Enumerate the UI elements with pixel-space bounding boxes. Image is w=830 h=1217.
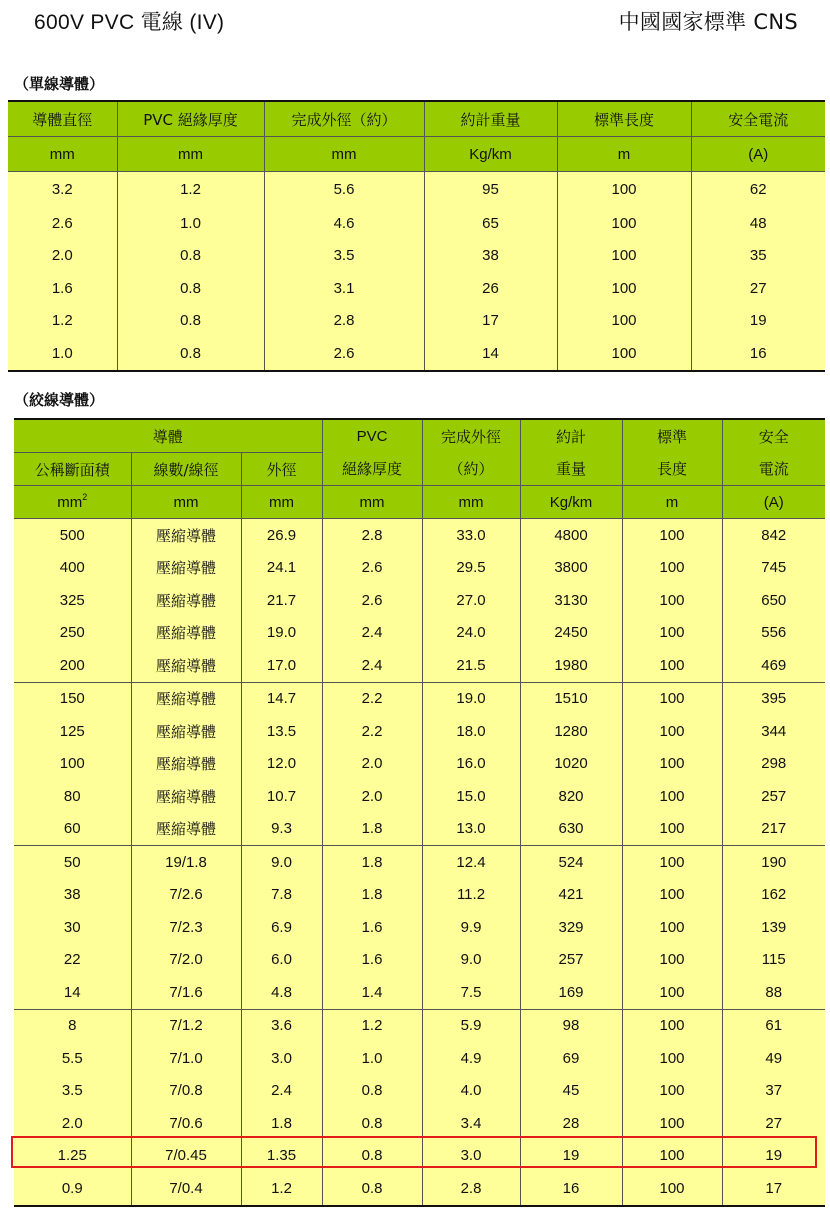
table-cell: 17: [722, 1172, 825, 1206]
table-cell: 100: [622, 682, 722, 715]
table-cell: 3.0: [422, 1140, 520, 1173]
table-row: [14, 649, 825, 682]
table-cell: 630: [520, 813, 622, 846]
table-cell: 45: [520, 1075, 622, 1108]
table-cell: 329: [520, 911, 622, 944]
table-cell: 22: [14, 944, 131, 977]
unit-cell: mm: [8, 137, 117, 172]
header-cell: 安全電流: [691, 101, 825, 137]
table-cell: 壓縮導體: [131, 780, 241, 813]
unit-cell: mm: [131, 486, 241, 519]
table-cell: 100: [557, 272, 691, 305]
table-cell: 0.8: [322, 1140, 422, 1173]
table-row: [14, 911, 825, 944]
table-cell: 3.2: [8, 172, 117, 208]
table-cell: 100: [557, 207, 691, 240]
table-cell: 100: [622, 584, 722, 617]
stranded-conductor-label: （絞線導體）: [14, 392, 105, 409]
table-cell: 2.4: [322, 649, 422, 682]
header-cell: 完成外徑（約）: [264, 101, 424, 137]
table-cell: 壓縮導體: [131, 617, 241, 650]
table-cell: 9.0: [422, 944, 520, 977]
table-cell: 37: [722, 1075, 825, 1108]
table-cell: 0.8: [117, 272, 264, 305]
table-cell: 2.0: [8, 240, 117, 273]
table-cell: 1.2: [117, 172, 264, 208]
table-cell: 壓縮導體: [131, 584, 241, 617]
table-cell: 8: [14, 1009, 131, 1042]
table-cell: 88: [722, 976, 825, 1009]
solid-conductor-label: （單線導體）: [14, 76, 105, 93]
table-row: [14, 584, 825, 617]
table-cell: 115: [722, 944, 825, 977]
table-cell: 4.0: [422, 1075, 520, 1108]
table-cell: 7/0.8: [131, 1075, 241, 1108]
table-cell: 10.7: [241, 780, 322, 813]
table-cell: 1.6: [322, 944, 422, 977]
table-cell: 325: [14, 584, 131, 617]
header-cell: 線數/線徑: [131, 453, 241, 486]
header-cell: 約計重量: [424, 101, 557, 137]
table-cell: 556: [722, 617, 825, 650]
table-cell: 150: [14, 682, 131, 715]
table-cell: 4.6: [264, 207, 424, 240]
table-cell: 0.8: [322, 1075, 422, 1108]
table-cell: 421: [520, 879, 622, 912]
table-cell: 2.8: [422, 1172, 520, 1206]
table-cell: 29.5: [422, 552, 520, 585]
header-cell: 標準長度: [557, 101, 691, 137]
table-cell: 524: [520, 846, 622, 879]
table-cell: 2.0: [14, 1107, 131, 1140]
table-row: [14, 944, 825, 977]
table-cell: 12.4: [422, 846, 520, 879]
table-cell: 2450: [520, 617, 622, 650]
table-cell: 100: [622, 911, 722, 944]
stranded-conductor-table: [14, 418, 825, 1207]
table-cell: 26: [424, 272, 557, 305]
header-cell: 重量: [520, 453, 622, 486]
table-cell: 98: [520, 1009, 622, 1042]
table-row: [14, 682, 825, 715]
table-cell: 1.25: [14, 1140, 131, 1173]
table-cell: 1.0: [8, 337, 117, 371]
table-cell: 19.0: [422, 682, 520, 715]
table-cell: 27: [722, 1107, 825, 1140]
table-row: [14, 1107, 825, 1140]
table-cell: 400: [14, 552, 131, 585]
unit-cell: mm: [241, 486, 322, 519]
table-cell: 19/1.8: [131, 846, 241, 879]
table-cell: 1.2: [322, 1009, 422, 1042]
table-row: [14, 715, 825, 748]
table-cell: 2.6: [322, 552, 422, 585]
table-cell: 298: [722, 748, 825, 781]
table-cell: 9.0: [241, 846, 322, 879]
table-cell: 100: [622, 748, 722, 781]
table-row: [14, 976, 825, 1009]
table-cell: 2.0: [322, 748, 422, 781]
table-cell: 0.9: [14, 1172, 131, 1206]
table-cell: 17.0: [241, 649, 322, 682]
table-cell: 100: [622, 519, 722, 552]
table-cell: 14: [14, 976, 131, 1009]
table-cell: 100: [622, 617, 722, 650]
table-cell: 2.8: [322, 519, 422, 552]
table-cell: 169: [520, 976, 622, 1009]
header-cell: 安全: [722, 419, 825, 453]
table-row: [8, 172, 825, 208]
table-cell: 1020: [520, 748, 622, 781]
table-cell: 38: [424, 240, 557, 273]
table-cell: 842: [722, 519, 825, 552]
table-cell: 469: [722, 649, 825, 682]
unit-cell: Kg/km: [520, 486, 622, 519]
table-cell: 2.6: [264, 337, 424, 371]
unit-cell: mm: [322, 486, 422, 519]
table-cell: 100: [622, 1107, 722, 1140]
table-cell: 7/2.3: [131, 911, 241, 944]
table-cell: 200: [14, 649, 131, 682]
unit-cell: (A): [691, 137, 825, 172]
table-cell: 3.6: [241, 1009, 322, 1042]
table-cell: 27.0: [422, 584, 520, 617]
table-cell: 1.2: [241, 1172, 322, 1206]
table-row: [8, 305, 825, 338]
table-cell: 38: [14, 879, 131, 912]
table-cell: 61: [722, 1009, 825, 1042]
table-cell: 壓縮導體: [131, 748, 241, 781]
table-cell: 1.4: [322, 976, 422, 1009]
table-cell: 3.5: [14, 1075, 131, 1108]
table-cell: 5.9: [422, 1009, 520, 1042]
table-cell: 139: [722, 911, 825, 944]
table-cell: 125: [14, 715, 131, 748]
table-cell: 0.8: [322, 1107, 422, 1140]
table-cell: 2.2: [322, 715, 422, 748]
table-cell: 100: [622, 879, 722, 912]
table-cell: 1.6: [8, 272, 117, 305]
table-cell: 2.6: [8, 207, 117, 240]
table-cell: 14: [424, 337, 557, 371]
header-cell: PVC 絕緣厚度: [117, 101, 264, 137]
table-cell: 1980: [520, 649, 622, 682]
table-row: [14, 780, 825, 813]
table-cell: 壓縮導體: [131, 552, 241, 585]
table-cell: 100: [557, 172, 691, 208]
table-cell: 壓縮導體: [131, 682, 241, 715]
table-cell: 19.0: [241, 617, 322, 650]
table-cell: 1.8: [322, 879, 422, 912]
table-cell: 0.8: [117, 305, 264, 338]
table-cell: 0.8: [117, 240, 264, 273]
table-cell: 9.3: [241, 813, 322, 846]
table-cell: 0.8: [117, 337, 264, 371]
table-cell: 26.9: [241, 519, 322, 552]
table-cell: 9.9: [422, 911, 520, 944]
unit-cell: $mm^2$: [14, 486, 131, 519]
table-cell: 7/1.0: [131, 1042, 241, 1075]
table-cell: 16: [520, 1172, 622, 1206]
table-cell: 1510: [520, 682, 622, 715]
table-cell: 3.4: [422, 1107, 520, 1140]
table-row: [8, 240, 825, 273]
table-cell: 7.5: [422, 976, 520, 1009]
table-cell: 7/0.6: [131, 1107, 241, 1140]
table-row: [14, 748, 825, 781]
table-row: [14, 1075, 825, 1108]
table-cell: 100: [622, 1172, 722, 1206]
table-cell: 11.2: [422, 879, 520, 912]
table-cell: 395: [722, 682, 825, 715]
table-cell: 3800: [520, 552, 622, 585]
table-cell: 2.4: [322, 617, 422, 650]
table-cell: 100: [622, 552, 722, 585]
solid-unit-row: [8, 137, 825, 172]
table-cell: 2.2: [322, 682, 422, 715]
table-cell: 3.5: [264, 240, 424, 273]
header-cell: 公稱斷面積: [14, 453, 131, 486]
solid-conductor-table: [8, 100, 825, 372]
table-cell: 7.8: [241, 879, 322, 912]
header-cell: PVC: [322, 419, 422, 453]
table-cell: 100: [557, 240, 691, 273]
table-cell: 14.7: [241, 682, 322, 715]
table-cell: 5.5: [14, 1042, 131, 1075]
header-cell: 導體: [14, 419, 322, 453]
unit-cell: (A): [722, 486, 825, 519]
table-cell: 1.8: [241, 1107, 322, 1140]
table-cell: 28: [520, 1107, 622, 1140]
table-cell: 100: [557, 305, 691, 338]
unit-cell: mm: [117, 137, 264, 172]
table-cell: 4.8: [241, 976, 322, 1009]
table-cell: 16: [691, 337, 825, 371]
table-cell: 2.8: [264, 305, 424, 338]
table-row: [8, 272, 825, 305]
table-cell: 257: [520, 944, 622, 977]
header-cell: 約計: [520, 419, 622, 453]
table-cell: 15.0: [422, 780, 520, 813]
header-cell: （約）: [422, 453, 520, 486]
solid-header-row: [8, 101, 825, 137]
table-cell: 1.0: [322, 1042, 422, 1075]
table-cell: 80: [14, 780, 131, 813]
table-cell: 4.9: [422, 1042, 520, 1075]
table-cell: 4800: [520, 519, 622, 552]
table-cell: 100: [622, 1042, 722, 1075]
table-cell: 100: [622, 976, 722, 1009]
table-cell: 7/2.0: [131, 944, 241, 977]
table-row: [14, 552, 825, 585]
table-cell: 13.0: [422, 813, 520, 846]
table-cell: 3130: [520, 584, 622, 617]
table-cell: 344: [722, 715, 825, 748]
table-cell: 7/2.6: [131, 879, 241, 912]
table-cell: 745: [722, 552, 825, 585]
table-cell: 162: [722, 879, 825, 912]
table-cell: 49: [722, 1042, 825, 1075]
table-cell: 190: [722, 846, 825, 879]
stranded-header-row-2: [14, 453, 825, 486]
table-cell: 6.9: [241, 911, 322, 944]
stranded-header-row-1: [14, 419, 825, 453]
table-cell: 69: [520, 1042, 622, 1075]
table-row: [14, 1042, 825, 1075]
table-row: [14, 1140, 825, 1173]
unit-cell: mm: [422, 486, 520, 519]
table-cell: 24.0: [422, 617, 520, 650]
table-cell: 17: [424, 305, 557, 338]
table-cell: 16.0: [422, 748, 520, 781]
table-cell: 19: [520, 1140, 622, 1173]
table-row: [14, 519, 825, 552]
table-cell: 30: [14, 911, 131, 944]
table-cell: 100: [622, 1140, 722, 1173]
header-cell: 外徑: [241, 453, 322, 486]
table-cell: 7/0.4: [131, 1172, 241, 1206]
table-cell: 100: [622, 1009, 722, 1042]
table-cell: 100: [557, 337, 691, 371]
table-cell: 7/0.45: [131, 1140, 241, 1173]
table-row: [14, 1172, 825, 1206]
table-cell: 1.35: [241, 1140, 322, 1173]
table-cell: 100: [622, 780, 722, 813]
table-cell: 6.0: [241, 944, 322, 977]
table-row: [14, 1009, 825, 1042]
table-cell: 35: [691, 240, 825, 273]
table-cell: 壓縮導體: [131, 813, 241, 846]
table-cell: 217: [722, 813, 825, 846]
table-cell: 33.0: [422, 519, 520, 552]
table-cell: 50: [14, 846, 131, 879]
table-cell: 19: [691, 305, 825, 338]
table-cell: 100: [14, 748, 131, 781]
table-cell: 2.6: [322, 584, 422, 617]
table-row: [14, 813, 825, 846]
table-cell: 24.1: [241, 552, 322, 585]
table-cell: 500: [14, 519, 131, 552]
table-cell: 100: [622, 846, 722, 879]
header-cell: 標準: [622, 419, 722, 453]
header-cell: 導體直徑: [8, 101, 117, 137]
table-cell: 13.5: [241, 715, 322, 748]
table-cell: 820: [520, 780, 622, 813]
table-cell: 100: [622, 1075, 722, 1108]
table-cell: 60: [14, 813, 131, 846]
stranded-unit-row: [14, 486, 825, 519]
unit-cell: m: [622, 486, 722, 519]
table-cell: 2.0: [322, 780, 422, 813]
table-cell: 257: [722, 780, 825, 813]
table-cell: 100: [622, 813, 722, 846]
standard-label: 中國國家標準 CNS: [618, 10, 798, 34]
header-cell: 電流: [722, 453, 825, 486]
table-row: [14, 617, 825, 650]
table-cell: 21.7: [241, 584, 322, 617]
table-cell: 27: [691, 272, 825, 305]
table-cell: 12.0: [241, 748, 322, 781]
table-cell: 21.5: [422, 649, 520, 682]
table-cell: 1.0: [117, 207, 264, 240]
table-cell: 1280: [520, 715, 622, 748]
table-cell: 650: [722, 584, 825, 617]
table-cell: 壓縮導體: [131, 649, 241, 682]
table-cell: 壓縮導體: [131, 715, 241, 748]
table-cell: 100: [622, 649, 722, 682]
table-cell: 48: [691, 207, 825, 240]
table-row: [8, 337, 825, 371]
table-row: [14, 879, 825, 912]
header-cell: 完成外徑: [422, 419, 520, 453]
page-title: 600V PVC 電線 (IV): [34, 11, 225, 34]
header-cell: 絕緣厚度: [322, 453, 422, 486]
table-cell: 1.8: [322, 813, 422, 846]
table-cell: 1.8: [322, 846, 422, 879]
table-cell: 100: [622, 944, 722, 977]
table-cell: 7/1.2: [131, 1009, 241, 1042]
table-cell: 1.6: [322, 911, 422, 944]
unit-cell: Kg/km: [424, 137, 557, 172]
table-cell: 2.4: [241, 1075, 322, 1108]
table-cell: 3.0: [241, 1042, 322, 1075]
unit-cell: mm: [264, 137, 424, 172]
table-cell: 62: [691, 172, 825, 208]
table-cell: 100: [622, 715, 722, 748]
table-cell: 19: [722, 1140, 825, 1173]
unit-cell: m: [557, 137, 691, 172]
table-cell: 65: [424, 207, 557, 240]
table-row: [8, 207, 825, 240]
header-cell: 長度: [622, 453, 722, 486]
table-cell: 250: [14, 617, 131, 650]
table-cell: 5.6: [264, 172, 424, 208]
table-cell: 18.0: [422, 715, 520, 748]
table-cell: 3.1: [264, 272, 424, 305]
table-row: [14, 846, 825, 879]
table-cell: 0.8: [322, 1172, 422, 1206]
table-cell: 95: [424, 172, 557, 208]
table-cell: 7/1.6: [131, 976, 241, 1009]
table-cell: 壓縮導體: [131, 519, 241, 552]
table-cell: 1.2: [8, 305, 117, 338]
